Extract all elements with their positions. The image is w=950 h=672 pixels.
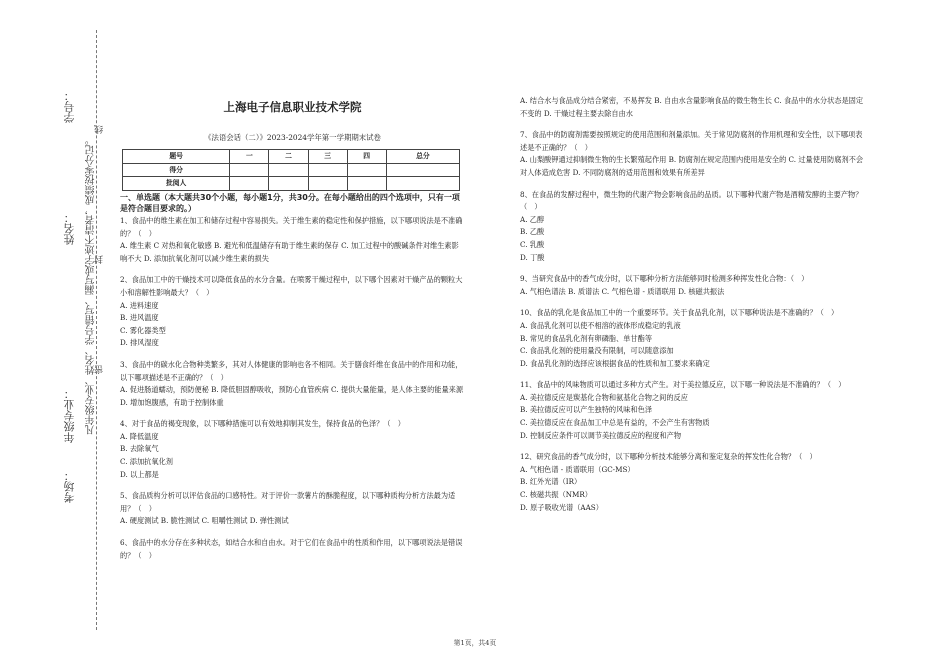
question-option: C. 乳酸 xyxy=(520,239,545,249)
seat-label: 考场： xyxy=(63,470,76,503)
question-option: D. 原子吸收光谱（AAS） xyxy=(520,502,603,512)
grader-row-label: 批阅人 xyxy=(123,177,230,191)
score-row-label: 得分 xyxy=(123,163,230,177)
question-option: A. 维生素 C 对热和氧化敏感 B. 避光和低温储存有助于维生素的保存 C. 加工过程中的酸碱条件对维生素影响不大 D. 添加抗氧化剂可以减少维生素的损失 xyxy=(120,241,459,263)
page-footer: 第1页，共4页 xyxy=(453,639,497,647)
name-label: 姓名： xyxy=(63,212,76,245)
left-column xyxy=(120,95,465,562)
question-item xyxy=(520,189,865,265)
question-option: B. 常见的食品乳化剂有卵磷脂、单甘酯等 xyxy=(520,333,653,343)
score-header-cell: 题号 xyxy=(123,150,230,164)
score-header-cell: 四 xyxy=(347,150,386,164)
question-option: D. 食品乳化剂的选择应该根据食品的性质和加工要求来确定 xyxy=(520,358,710,368)
question-option: C. 食品乳化剂的使用量没有限制，可以随意添加 xyxy=(520,346,674,356)
warning-text: 凡年级专业、姓名、学号错写、漏写或字迹不清者，成绩按零分记。 xyxy=(86,135,97,435)
binding-dashed-line xyxy=(96,30,97,630)
question-item xyxy=(520,379,865,442)
score-header-cell: 总分 xyxy=(386,150,459,164)
fold-mark-seal: 封 xyxy=(95,255,105,264)
question-option: B. 进风温度 xyxy=(120,313,159,323)
question-stem: 12、研究食品的香气成分时，以下哪种分析技术能够分离和鉴定复杂的挥发性化合物？（ ） xyxy=(520,452,817,462)
question-item xyxy=(120,418,465,481)
question-option: A. 降低温度 xyxy=(120,431,159,441)
question-option: D. 以上都是 xyxy=(120,469,159,479)
question-option: A. 气相色谱 - 质谱联用（GC-MS） xyxy=(520,464,635,474)
grader-cell xyxy=(386,177,459,191)
question-stem: 1、食品中的维生素在加工和储存过程中容易损失。关于维生素的稳定性和保护措施，以下哪项说法是不准确的？（ ） xyxy=(120,215,463,238)
question-option: A. 气相色谱法 B. 质谱法 C. 气相色谱 - 质谱联用 D. 核磁共振法 xyxy=(520,286,725,296)
question-stem: 2、食品加工中的干燥技术可以降低食品的水分含量。在喷雾干燥过程中，以下哪个因素对干燥产品的颗粒大小和溶解性影响最大？（ ） xyxy=(120,275,463,297)
question-stem: 3、食品中的碳水化合物种类繁多，其对人体健康的影响也各不相同。关于膳食纤维在食品中的作用和功能，以下哪项描述是不正确的？（ ） xyxy=(120,359,463,382)
score-header-cell: 三 xyxy=(308,150,347,164)
question-item xyxy=(520,129,865,179)
question-option: A. 促进肠道蠕动，预防便秘 B. 降低胆固醇吸收，预防心血管疾病 C. 提供大量能量，是人体主要的能量来源 D. 增加饱腹感，有助于控制体重 xyxy=(120,385,464,407)
question-item xyxy=(120,537,465,562)
question-option: B. 美拉德反应可以产生独特的风味和色泽 xyxy=(520,405,653,415)
score-cell xyxy=(347,163,386,177)
question-6-options: A. 结合水与食品成分结合紧密，不易挥发 B. 自由水含量影响食品的微生物生长 C. 食品中的水分状态是固定不变的 D. 干燥过程主要去除自由水 xyxy=(520,96,864,118)
question-option: A. 乙醇 xyxy=(520,214,545,224)
question-stem: 10、食品的乳化是食品加工中的一个重要环节。关于食品乳化剂，以下哪种说法是不准确的？（ ） xyxy=(520,308,839,318)
score-header-cell: 二 xyxy=(269,150,308,164)
question-option: D. 丁酸 xyxy=(520,252,545,262)
question-item xyxy=(120,490,465,528)
right-question-list xyxy=(520,129,865,514)
question-stem: 7、食品中的防腐剂需要按照规定的使用范围和剂量添加。关于常见防腐剂的作用机理和安全性，以下哪项表述是不正确的？（ ） xyxy=(520,130,863,152)
fold-mark-secret: 密 xyxy=(95,365,105,374)
question-stem: 11、食品中的风味物质可以通过多种方式产生。对于美拉德反应，以下哪一种说法是不准确的？（ ） xyxy=(520,380,846,390)
question-item xyxy=(120,359,465,409)
question-item xyxy=(520,307,865,370)
grader-cell xyxy=(230,177,269,191)
score-cell xyxy=(230,163,269,177)
question-option: B. 去除氧气 xyxy=(120,444,159,454)
question-option: D. 控制反应条件可以调节美拉德反应的程度和产物 xyxy=(520,430,682,440)
fold-mark-line: 线 xyxy=(95,125,105,134)
question-item xyxy=(520,273,865,298)
question-option: B. 乙酸 xyxy=(520,227,545,237)
score-cell xyxy=(308,163,347,177)
question-option: C. 美拉德反应在食品加工中总是有益的，不会产生有害物质 xyxy=(520,418,710,428)
question-option: D. 排风湿度 xyxy=(120,338,159,348)
question-item xyxy=(120,274,465,350)
right-column xyxy=(520,95,865,514)
question-stem: 4、对于食品的褐变现象，以下哪种措施可以有效地抑制其发生，保持食品的色泽？（ ） xyxy=(120,419,405,429)
question-option: B. 红外光谱（IR） xyxy=(520,477,582,487)
score-cell xyxy=(269,163,308,177)
question-option: A. 硬度测试 B. 脆性测试 C. 咀嚼性测试 D. 弹性测试 xyxy=(120,516,289,526)
score-table-header-row xyxy=(123,150,460,164)
question-stem: 8、在食品的发酵过程中，微生物的代谢产物会影响食品的品质。以下哪种代谢产物是酒精发酵的主要产物？（ ） xyxy=(520,189,863,212)
question-option: A. 食品乳化剂可以使不相溶的液体形成稳定的乳液 xyxy=(520,320,681,330)
question-option: C. 雾化器类型 xyxy=(120,325,166,335)
score-row xyxy=(123,163,460,177)
class-label: 年级专业： xyxy=(63,388,76,443)
score-table xyxy=(122,149,460,191)
exam-title: 《法语会话（二）》2023-2024学年第一学期期末试卷 xyxy=(204,132,381,142)
grader-cell xyxy=(269,177,308,191)
grader-cell xyxy=(347,177,386,191)
question-option: C. 添加抗氧化剂 xyxy=(120,457,173,467)
left-question-list xyxy=(120,215,465,562)
score-cell xyxy=(386,163,459,177)
score-header-cell: 一 xyxy=(230,150,269,164)
question-stem: 5、食品质构分析可以评估食品的口感特性。对于评价一款薯片的酥脆程度，以下哪种质构分析方法最为适用？（ ） xyxy=(120,491,456,513)
question-option: A. 进料速度 xyxy=(120,300,159,310)
binding-margin xyxy=(0,0,112,672)
question-item xyxy=(120,215,465,265)
question-option: A. 美拉德反应是羰基化合物和氨基化合物之间的反应 xyxy=(520,392,688,402)
question-option: C. 核磁共振（NMR） xyxy=(520,490,592,500)
question-stem: 9、当研究食品中的香气成分时，以下哪种分析方法能够同时检测多种挥发性化合物：（ ） xyxy=(520,274,809,284)
grader-cell xyxy=(308,177,347,191)
question-option: A. 山梨酸钾通过抑制微生物的生长繁殖起作用 B. 防腐剂在规定范围内使用是安全的 C. 过量使用防腐剂不会对人体造成危害 D. 不同防腐剂的适用范围和效果有所差异 xyxy=(520,155,864,177)
question-item xyxy=(520,451,865,514)
section-title: 一、单选题（本大题共30个小题，每小题1分，共30分。在每小题给出的四个选项中，只有一项是符合题目要求的。） xyxy=(120,192,460,214)
school-title: 上海电子信息职业技术学院 xyxy=(223,100,362,114)
question-stem: 6、食品中的水分存在多种状态，如结合水和自由水。对于它们在食品中的性质和作用，以下哪项说法是错误的？（ ） xyxy=(120,538,463,560)
grader-row xyxy=(123,177,460,191)
student-id-label: 学号： xyxy=(63,90,76,123)
